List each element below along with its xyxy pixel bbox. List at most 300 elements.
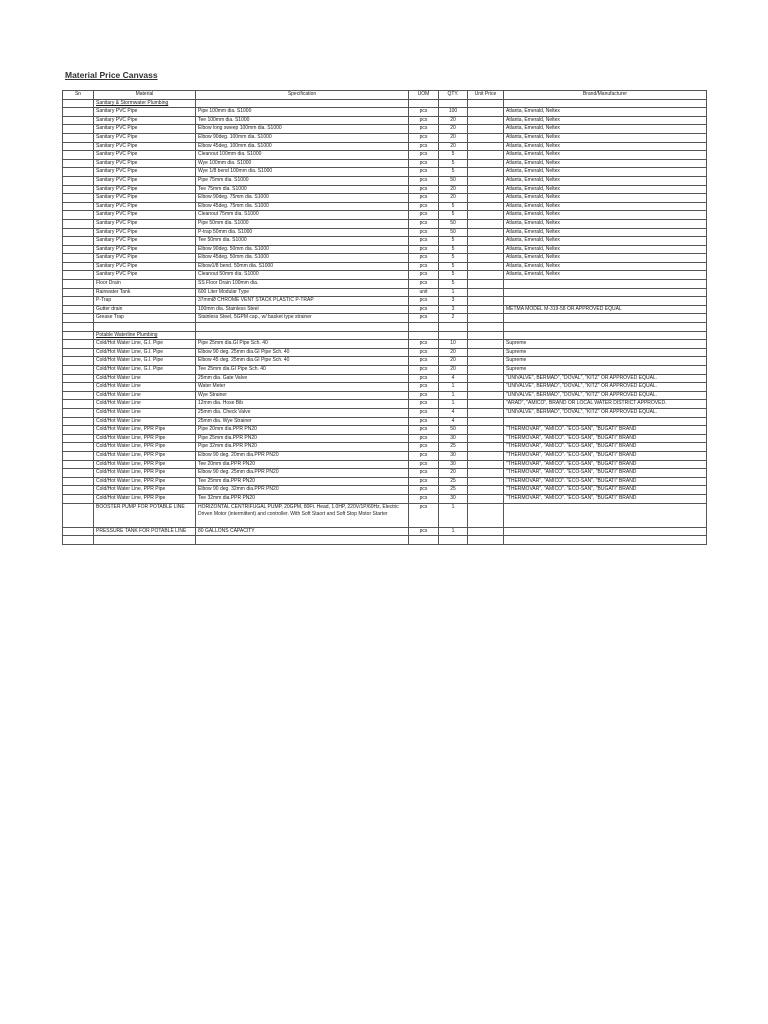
cell-material: Potable Waterline Plumbing [94, 331, 196, 340]
cell-brand: Atlanta, Emerald, Neltex [504, 202, 707, 211]
cell-sn [63, 366, 94, 375]
cell-unit-price [468, 443, 504, 452]
cell-sn [63, 288, 94, 297]
cell-material: Cold/Hot Water Line, G.I. Pipe [94, 366, 196, 375]
cell-brand: "THERMOVAR", "AMICO". "ECO-SAN", "BUGATI" BRAND [504, 451, 707, 460]
table-row [63, 426, 707, 435]
cell-sn [63, 305, 94, 314]
cell-sn [63, 194, 94, 203]
cell-brand: Atlanta, Emerald, Neltex [504, 108, 707, 117]
cell-brand [504, 536, 707, 545]
cell-unit-price [468, 211, 504, 220]
cell-sn [63, 426, 94, 435]
cell-specification: Elbow 90deg. 75mm dia. S1000 [196, 194, 409, 203]
cell-specification: Elbow 45 deg. 25mm dia.GI Pipe Sch. 40 [196, 357, 409, 366]
cell-uom: pcs [409, 408, 439, 417]
cell-specification: Tee 25mm dia.PPR PN20 [196, 477, 409, 486]
cell-qty: 4 [439, 408, 468, 417]
cell-sn [63, 280, 94, 289]
cell-qty: 20 [439, 185, 468, 194]
cell-unit-price [468, 237, 504, 246]
table-row [63, 194, 707, 203]
cell-unit-price [468, 536, 504, 545]
cell-brand: "THERMOVAR", "AMICO". "ECO-SAN", "BUGATI" BRAND [504, 494, 707, 503]
cell-qty: 20 [439, 469, 468, 478]
cell-specification: 37mmØ CHROME VENT STACK PLASTIC P-TRAP [196, 297, 409, 306]
cell-qty: 20 [439, 348, 468, 357]
material-price-table [62, 90, 707, 545]
cell-brand: Atlanta, Emerald, Neltex [504, 254, 707, 263]
table-row [63, 262, 707, 271]
cell-unit-price [468, 503, 504, 527]
table-row [63, 305, 707, 314]
cell-unit-price [468, 331, 504, 340]
cell-specification: Elbow 90deg. 100mm dia. S1000 [196, 133, 409, 142]
header-unit-price: Unit Price [468, 91, 504, 100]
cell-uom: pcs [409, 477, 439, 486]
cell-unit-price [468, 228, 504, 237]
cell-brand [504, 288, 707, 297]
cell-qty: 50 [439, 219, 468, 228]
cell-material: BOOSTER PUMP FOR POTABLE LINE [94, 503, 196, 527]
header-row [63, 91, 707, 100]
cell-sn [63, 262, 94, 271]
cell-sn [63, 176, 94, 185]
cell-material: Sanitary PVC Pipe [94, 194, 196, 203]
cell-specification: Elbow 90 deg. 20mm dia.PPR PN20 [196, 451, 409, 460]
cell-brand: Atlanta, Emerald, Neltex [504, 194, 707, 203]
cell-unit-price [468, 254, 504, 263]
cell-unit-price [468, 142, 504, 151]
cell-specification [196, 331, 409, 340]
cell-material: Sanitary PVC Pipe [94, 168, 196, 177]
cell-uom: pcs [409, 451, 439, 460]
cell-brand [504, 99, 707, 108]
cell-uom: pcs [409, 228, 439, 237]
cell-qty: 5 [439, 262, 468, 271]
cell-sn [63, 271, 94, 280]
cell-qty: 5 [439, 211, 468, 220]
cell-unit-price [468, 340, 504, 349]
cell-sn [63, 125, 94, 134]
cell-qty: 5 [439, 168, 468, 177]
cell-unit-price [468, 477, 504, 486]
cell-unit-price [468, 133, 504, 142]
table-row [63, 374, 707, 383]
table-row [63, 271, 707, 280]
cell-sn [63, 99, 94, 108]
cell-brand: Supreme [504, 348, 707, 357]
cell-material: Sanitary PVC Pipe [94, 116, 196, 125]
cell-qty: 4 [439, 374, 468, 383]
table-row [63, 125, 707, 134]
cell-brand: Supreme [504, 340, 707, 349]
cell-uom: pcs [409, 202, 439, 211]
cell-qty: 100 [439, 108, 468, 117]
table-row [63, 417, 707, 426]
table-row [63, 503, 707, 527]
cell-qty: 1 [439, 391, 468, 400]
cell-unit-price [468, 323, 504, 332]
cell-specification: Stainless Steel, 5GPM cap., w/ basket type strainer [196, 314, 409, 323]
cell-sn [63, 374, 94, 383]
cell-qty: 20 [439, 194, 468, 203]
cell-material: Cold/Hot Water Line, PPR Pipe [94, 434, 196, 443]
cell-qty [439, 99, 468, 108]
cell-qty: 5 [439, 254, 468, 263]
cell-material: Sanitary PVC Pipe [94, 254, 196, 263]
cell-unit-price [468, 176, 504, 185]
table-row [63, 383, 707, 392]
cell-uom: pcs [409, 434, 439, 443]
cell-specification: Pipe 32mm dia.PPR PN20 [196, 443, 409, 452]
table-row [63, 297, 707, 306]
table-row [63, 486, 707, 495]
header-brand: Brand/Manufacturer [504, 91, 707, 100]
cell-specification: 25mm dia. Gate Valve [196, 374, 409, 383]
cell-specification: Pipe 25mm dia.GI Pipe Sch. 40 [196, 340, 409, 349]
cell-unit-price [468, 417, 504, 426]
cell-unit-price [468, 383, 504, 392]
cell-uom: pcs [409, 116, 439, 125]
cell-material: Sanitary PVC Pipe [94, 211, 196, 220]
cell-qty: 30 [439, 460, 468, 469]
cell-unit-price [468, 125, 504, 134]
cell-qty: 4 [439, 417, 468, 426]
cell-qty [439, 323, 468, 332]
table-row [63, 340, 707, 349]
cell-uom: pcs [409, 340, 439, 349]
cell-uom [409, 99, 439, 108]
cell-material: Sanitary PVC Pipe [94, 142, 196, 151]
cell-brand [504, 503, 707, 527]
cell-uom: pcs [409, 280, 439, 289]
table-row [63, 108, 707, 117]
cell-specification: Pipe 20mm dia.PPR PN20 [196, 426, 409, 435]
cell-specification: Cleanout 50mm dia. S1000 [196, 271, 409, 280]
cell-material: Cold/Hot Water Line, G.I. Pipe [94, 348, 196, 357]
cell-qty: 50 [439, 228, 468, 237]
table-row [63, 443, 707, 452]
cell-uom: pcs [409, 168, 439, 177]
cell-uom: pcs [409, 527, 439, 536]
cell-uom: pcs [409, 211, 439, 220]
cell-specification: 25mm dia. Check Valve [196, 408, 409, 417]
cell-uom: pcs [409, 185, 439, 194]
cell-specification: Tee 100mm dia. S1000 [196, 116, 409, 125]
page-title: Material Price Canvass [65, 70, 158, 80]
cell-qty: 2 [439, 314, 468, 323]
header-uom: UOM [409, 91, 439, 100]
cell-uom: pcs [409, 262, 439, 271]
cell-sn [63, 460, 94, 469]
cell-sn [63, 417, 94, 426]
cell-brand: "UNIVALVE", BERMAD", "DOVAL", "KITZ" OR APPROVED EQUAL. [504, 391, 707, 400]
cell-qty: 25 [439, 486, 468, 495]
cell-unit-price [468, 297, 504, 306]
cell-unit-price [468, 400, 504, 409]
cell-specification: 600 Liter Modular Type [196, 288, 409, 297]
cell-sn [63, 469, 94, 478]
cell-material: Cold/Hot Water Line, PPR Pipe [94, 494, 196, 503]
cell-brand [504, 417, 707, 426]
cell-brand [504, 297, 707, 306]
cell-sn [63, 443, 94, 452]
cell-uom: pcs [409, 125, 439, 134]
table-row [63, 391, 707, 400]
cell-uom [409, 331, 439, 340]
cell-specification: Elbow1/8 bend. 50mm dia. S1000 [196, 262, 409, 271]
cell-material: Sanitary PVC Pipe [94, 125, 196, 134]
cell-brand: "THERMOVAR", "AMICO". "ECO-SAN", "BUGATI" BRAND [504, 426, 707, 435]
cell-sn [63, 400, 94, 409]
cell-uom: pcs [409, 108, 439, 117]
cell-brand: "THERMOVAR", "AMICO". "ECO-SAN", "BUGATI" BRAND [504, 434, 707, 443]
cell-uom: pcs [409, 391, 439, 400]
cell-qty: 30 [439, 494, 468, 503]
cell-material: Sanitary PVC Pipe [94, 159, 196, 168]
cell-material: Sanitary PVC Pipe [94, 202, 196, 211]
cell-specification: Pipe 25mm dia.PPR PN20 [196, 434, 409, 443]
cell-material: Gutter drain [94, 305, 196, 314]
cell-uom: pcs [409, 314, 439, 323]
cell-qty: 3 [439, 297, 468, 306]
cell-uom: pcs [409, 194, 439, 203]
cell-specification: Pipe 75mm dia. S1000 [196, 176, 409, 185]
cell-material: Sanitary PVC Pipe [94, 151, 196, 160]
cell-unit-price [468, 357, 504, 366]
cell-qty: 5 [439, 280, 468, 289]
cell-qty: 1 [439, 503, 468, 527]
cell-material: Sanitary PVC Pipe [94, 133, 196, 142]
cell-brand: Atlanta, Emerald, Neltex [504, 237, 707, 246]
cell-sn [63, 185, 94, 194]
cell-material: Cold/Hot Water Line, PPR Pipe [94, 460, 196, 469]
cell-specification [196, 99, 409, 108]
cell-specification: 80 GALLONS CAPACITY [196, 527, 409, 536]
header-qty: QTY. [439, 91, 468, 100]
cell-material: Sanitary PVC Pipe [94, 176, 196, 185]
cell-specification: HORIZONTAL CENTRIFUGAL PUMP, 20GPM, 80Ft. Head, 1.0HP, 220V/1P/60Hz, Electric Driven Motor (intermittent) and controller. With Soft Staort and Soft Stop Motor Starter [196, 503, 409, 527]
cell-material: Cold/Hot Water Line [94, 408, 196, 417]
cell-material: Sanitary PVC Pipe [94, 245, 196, 254]
cell-qty: 25 [439, 443, 468, 452]
cell-uom: pcs [409, 219, 439, 228]
cell-unit-price [468, 271, 504, 280]
cell-unit-price [468, 202, 504, 211]
cell-qty: 20 [439, 116, 468, 125]
cell-brand: Atlanta, Emerald, Neltex [504, 125, 707, 134]
cell-qty: 30 [439, 451, 468, 460]
cell-specification [196, 536, 409, 545]
cell-specification: Elbow long sweep 100mm dia. S1000 [196, 125, 409, 134]
cell-uom: pcs [409, 426, 439, 435]
cell-brand: Atlanta, Emerald, Neltex [504, 168, 707, 177]
table-row [63, 348, 707, 357]
cell-sn [63, 159, 94, 168]
cell-material: Cold/Hot Water Line, G.I. Pipe [94, 340, 196, 349]
cell-qty: 5 [439, 237, 468, 246]
cell-sn [63, 451, 94, 460]
cell-brand: Atlanta, Emerald, Neltex [504, 185, 707, 194]
cell-uom: pcs [409, 503, 439, 527]
table-row [63, 151, 707, 160]
cell-qty: 1 [439, 288, 468, 297]
cell-sn [63, 408, 94, 417]
cell-qty: 50 [439, 176, 468, 185]
table-row [63, 237, 707, 246]
cell-material: Cold/Hot Water Line, PPR Pipe [94, 477, 196, 486]
cell-brand [504, 280, 707, 289]
cell-qty: 5 [439, 202, 468, 211]
cell-brand: Atlanta, Emerald, Neltex [504, 219, 707, 228]
cell-uom: pcs [409, 494, 439, 503]
cell-specification: P-trap 50mm dia. S1000 [196, 228, 409, 237]
cell-material: Cold/Hot Water Line [94, 400, 196, 409]
cell-specification: Elbow 45deg. 100mm dia. S1000 [196, 142, 409, 151]
cell-sn [63, 245, 94, 254]
cell-uom: pcs [409, 176, 439, 185]
cell-uom: pcs [409, 245, 439, 254]
cell-material: Cold/Hot Water Line [94, 391, 196, 400]
cell-sn [63, 168, 94, 177]
cell-material: Cold/Hot Water Line, PPR Pipe [94, 486, 196, 495]
cell-brand: "UNIVALVE", BERMAD", "DOVAL", "KITZ" OR APPROVED EQUAL. [504, 383, 707, 392]
cell-material: Sanitary & Stormwater Plumbing [94, 99, 196, 108]
cell-uom: pcs [409, 297, 439, 306]
cell-sn [63, 434, 94, 443]
cell-brand: Atlanta, Emerald, Neltex [504, 245, 707, 254]
cell-unit-price [468, 262, 504, 271]
cell-specification: SS Floor Drain 100mm dia. [196, 280, 409, 289]
cell-qty: 5 [439, 271, 468, 280]
cell-qty: 30 [439, 434, 468, 443]
cell-specification: Tee 32mm dia.PPR PN20 [196, 494, 409, 503]
cell-brand: Atlanta, Emerald, Neltex [504, 228, 707, 237]
cell-material: Sanitary PVC Pipe [94, 108, 196, 117]
cell-material: Grease Trap [94, 314, 196, 323]
cell-unit-price [468, 108, 504, 117]
table-row [63, 400, 707, 409]
cell-unit-price [468, 159, 504, 168]
cell-unit-price [468, 245, 504, 254]
cell-uom: pcs [409, 357, 439, 366]
cell-uom: pcs [409, 133, 439, 142]
cell-unit-price [468, 305, 504, 314]
cell-sn [63, 383, 94, 392]
cell-unit-price [468, 460, 504, 469]
cell-uom [409, 323, 439, 332]
cell-material: P-Trap [94, 297, 196, 306]
cell-uom: pcs [409, 142, 439, 151]
cell-qty: 5 [439, 245, 468, 254]
cell-uom: pcs [409, 374, 439, 383]
cell-qty: 5 [439, 159, 468, 168]
cell-uom: pcs [409, 443, 439, 452]
cell-qty: 3 [439, 305, 468, 314]
cell-unit-price [468, 426, 504, 435]
cell-specification: Elbow 90 deg. 25mm dia.GI Pipe Sch. 40 [196, 348, 409, 357]
table-row [63, 202, 707, 211]
cell-sn [63, 486, 94, 495]
cell-brand: "THERMOVAR", "AMICO". "ECO-SAN", "BUGATI" BRAND [504, 486, 707, 495]
header-sn: Sn [63, 91, 94, 100]
cell-unit-price [468, 494, 504, 503]
table-row [63, 357, 707, 366]
cell-sn [63, 142, 94, 151]
cell-unit-price [468, 185, 504, 194]
table-body [63, 99, 707, 544]
cell-specification: Tee 50mm dia. S1000 [196, 237, 409, 246]
cell-qty [439, 331, 468, 340]
cell-sn [63, 108, 94, 117]
cell-uom: pcs [409, 271, 439, 280]
cell-unit-price [468, 116, 504, 125]
cell-unit-price [468, 486, 504, 495]
cell-material: Cold/Hot Water Line [94, 383, 196, 392]
cell-specification: 12mm dia. Hose Bib [196, 400, 409, 409]
cell-unit-price [468, 408, 504, 417]
cell-unit-price [468, 314, 504, 323]
cell-specification: Cleanout 100mm dia. S1000 [196, 151, 409, 160]
cell-brand: Atlanta, Emerald, Neltex [504, 116, 707, 125]
cell-material: Cold/Hot Water Line, PPR Pipe [94, 443, 196, 452]
cell-unit-price [468, 194, 504, 203]
cell-sn [63, 228, 94, 237]
cell-uom: pcs [409, 254, 439, 263]
cell-brand [504, 331, 707, 340]
cell-unit-price [468, 527, 504, 536]
cell-qty: 25 [439, 477, 468, 486]
cell-specification [196, 323, 409, 332]
cell-material: Rainwater Tank [94, 288, 196, 297]
table-row [63, 159, 707, 168]
table-row [63, 366, 707, 375]
table-row [63, 434, 707, 443]
cell-sn [63, 116, 94, 125]
cell-brand: "UNIVALVE", BERMAD", "DOVAL", "KITZ" OR APPROVED EQUAL. [504, 408, 707, 417]
table-row [63, 211, 707, 220]
cell-brand: "THERMOVAR", "AMICO". "ECO-SAN", "BUGATI" BRAND [504, 460, 707, 469]
cell-specification: Wye 100mm dia. S1000 [196, 159, 409, 168]
cell-uom: pcs [409, 366, 439, 375]
cell-brand: "ARAD", "AMICO", BRAND OR LOCAL WATER DISTRICT APPROVED. [504, 400, 707, 409]
cell-brand [504, 314, 707, 323]
cell-specification: 25mm dia. Wye Strainer [196, 417, 409, 426]
cell-unit-price [468, 99, 504, 108]
table-row [63, 142, 707, 151]
cell-sn [63, 219, 94, 228]
cell-specification: Wye 1/8 bend 100mm dia. S1000 [196, 168, 409, 177]
cell-sn [63, 340, 94, 349]
cell-brand [504, 323, 707, 332]
cell-material: Cold/Hot Water Line, G.I. Pipe [94, 357, 196, 366]
table-row [63, 323, 707, 332]
cell-material: Cold/Hot Water Line [94, 374, 196, 383]
cell-qty: 20 [439, 142, 468, 151]
cell-uom: pcs [409, 383, 439, 392]
table-row [63, 408, 707, 417]
cell-qty: 20 [439, 125, 468, 134]
cell-unit-price [468, 366, 504, 375]
cell-unit-price [468, 434, 504, 443]
cell-brand: "THERMOVAR", "AMICO". "ECO-SAN", "BUGATI" BRAND [504, 477, 707, 486]
cell-material: Sanitary PVC Pipe [94, 228, 196, 237]
cell-brand: "UNIVALVE", BERMAD", "DOVAL", "KITZ" OR APPROVED EQUAL. [504, 374, 707, 383]
cell-specification: Elbow 45deg. 75mm dia. S1000 [196, 202, 409, 211]
cell-unit-price [468, 469, 504, 478]
cell-unit-price [468, 391, 504, 400]
